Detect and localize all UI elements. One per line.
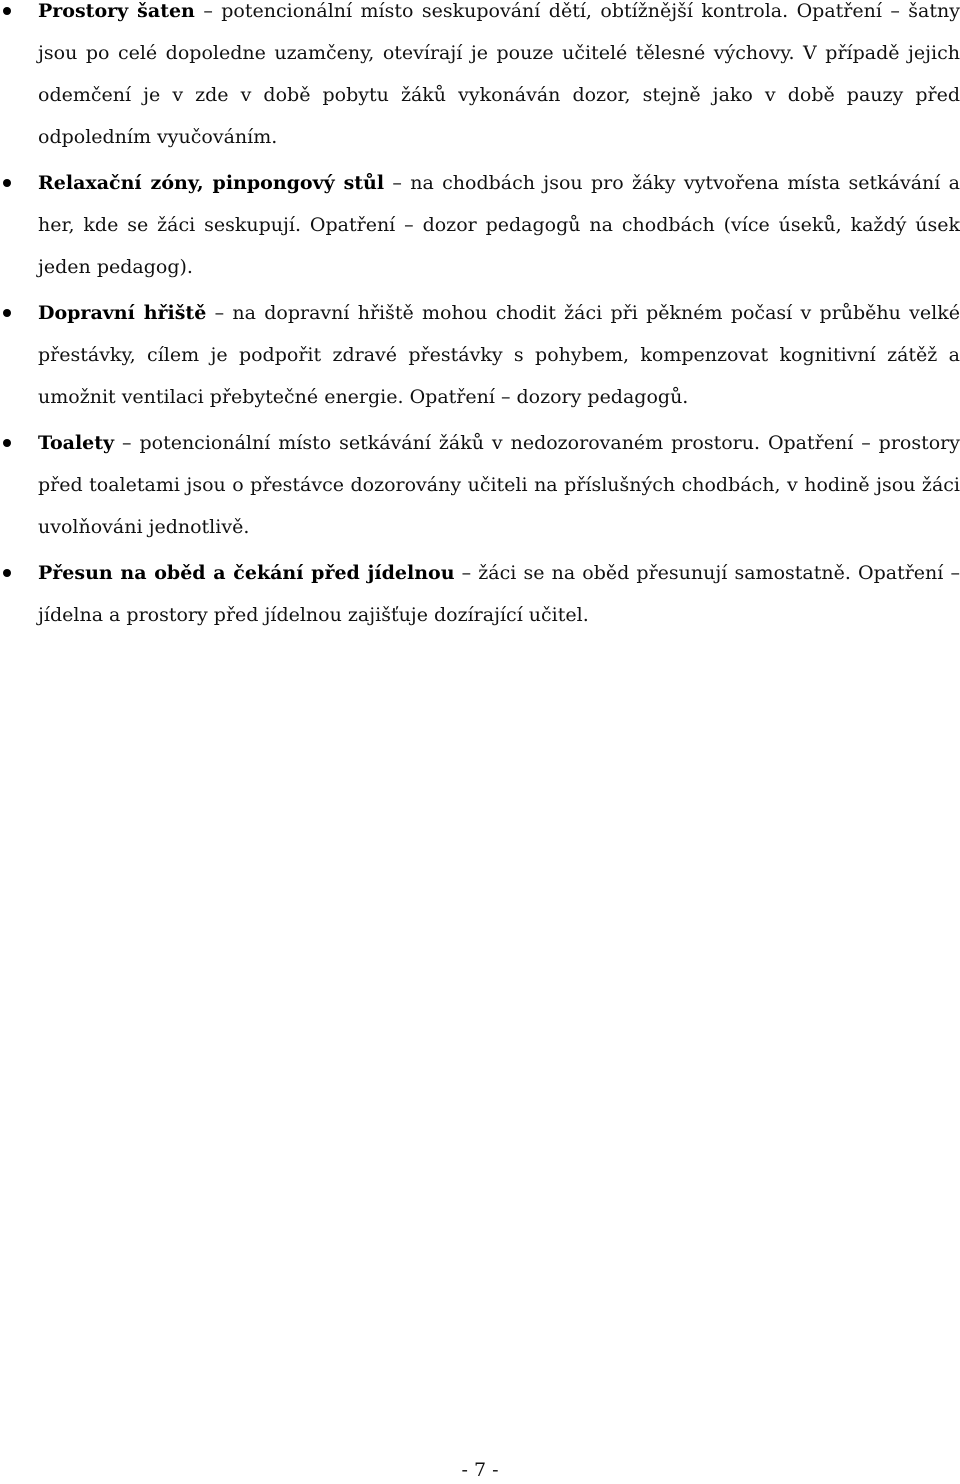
page-number: - 7 - bbox=[461, 1459, 499, 1481]
item-term: Relaxační zóny, pinpongový stůl bbox=[38, 172, 385, 194]
item-text: – potencionální místo setkávání žáků v nedozorovaném prostoru. Opatření – prostory před toaletami jsou o přestávce dozorovány učiteli na příslušných chodbách, v hodině jsou žáci uvolňováni jednotlivě. bbox=[38, 432, 960, 538]
list-item bbox=[0, 162, 960, 288]
bullet-icon bbox=[3, 179, 11, 187]
bullet-icon bbox=[3, 7, 11, 15]
item-term: Dopravní hřiště bbox=[38, 302, 207, 324]
bullet-icon bbox=[3, 309, 11, 317]
item-text: – na dopravní hřiště mohou chodit žáci při pěkném počasí v průběhu velké přestávky, cílem je podpořit zdravé přestávky s pohybem, kompenzovat kognitivní zátěž a umožnit ventilaci přebytečné energie. Opatření – dozory pedagogů. bbox=[38, 302, 960, 408]
item-text: – potencionální místo seskupování dětí, obtížnější kontrola. Opatření – šatny jsou po celé dopoledne uzamčeny, otevírají je pouze učitelé tělesné výchovy. V případě jejich odemčení je v zde v době pobytu žáků vykonáván dozor, stejně jako v době pauzy před odpoledním vyučováním. bbox=[38, 0, 960, 148]
item-term: Toalety bbox=[38, 432, 115, 454]
list-item bbox=[0, 422, 960, 548]
list-item bbox=[0, 552, 960, 636]
bullet-icon bbox=[3, 569, 11, 577]
list-item bbox=[0, 0, 960, 158]
list-item bbox=[0, 292, 960, 418]
item-term: Přesun na oběd a čekání před jídelnou bbox=[38, 562, 455, 584]
item-term: Prostory šaten bbox=[38, 0, 195, 22]
document-page bbox=[0, 0, 960, 636]
bullet-icon bbox=[3, 439, 11, 447]
item-text: – žáci se na oběd přesunují samostatně. Opatření – jídelna a prostory před jídelnou zajišťuje dozírající učitel. bbox=[38, 562, 960, 626]
item-text: – na chodbách jsou pro žáky vytvořena místa setkávání a her, kde se žáci seskupují. Opatření – dozor pedagogů na chodbách (více úseků, každý úsek jeden pedagog). bbox=[38, 172, 960, 278]
